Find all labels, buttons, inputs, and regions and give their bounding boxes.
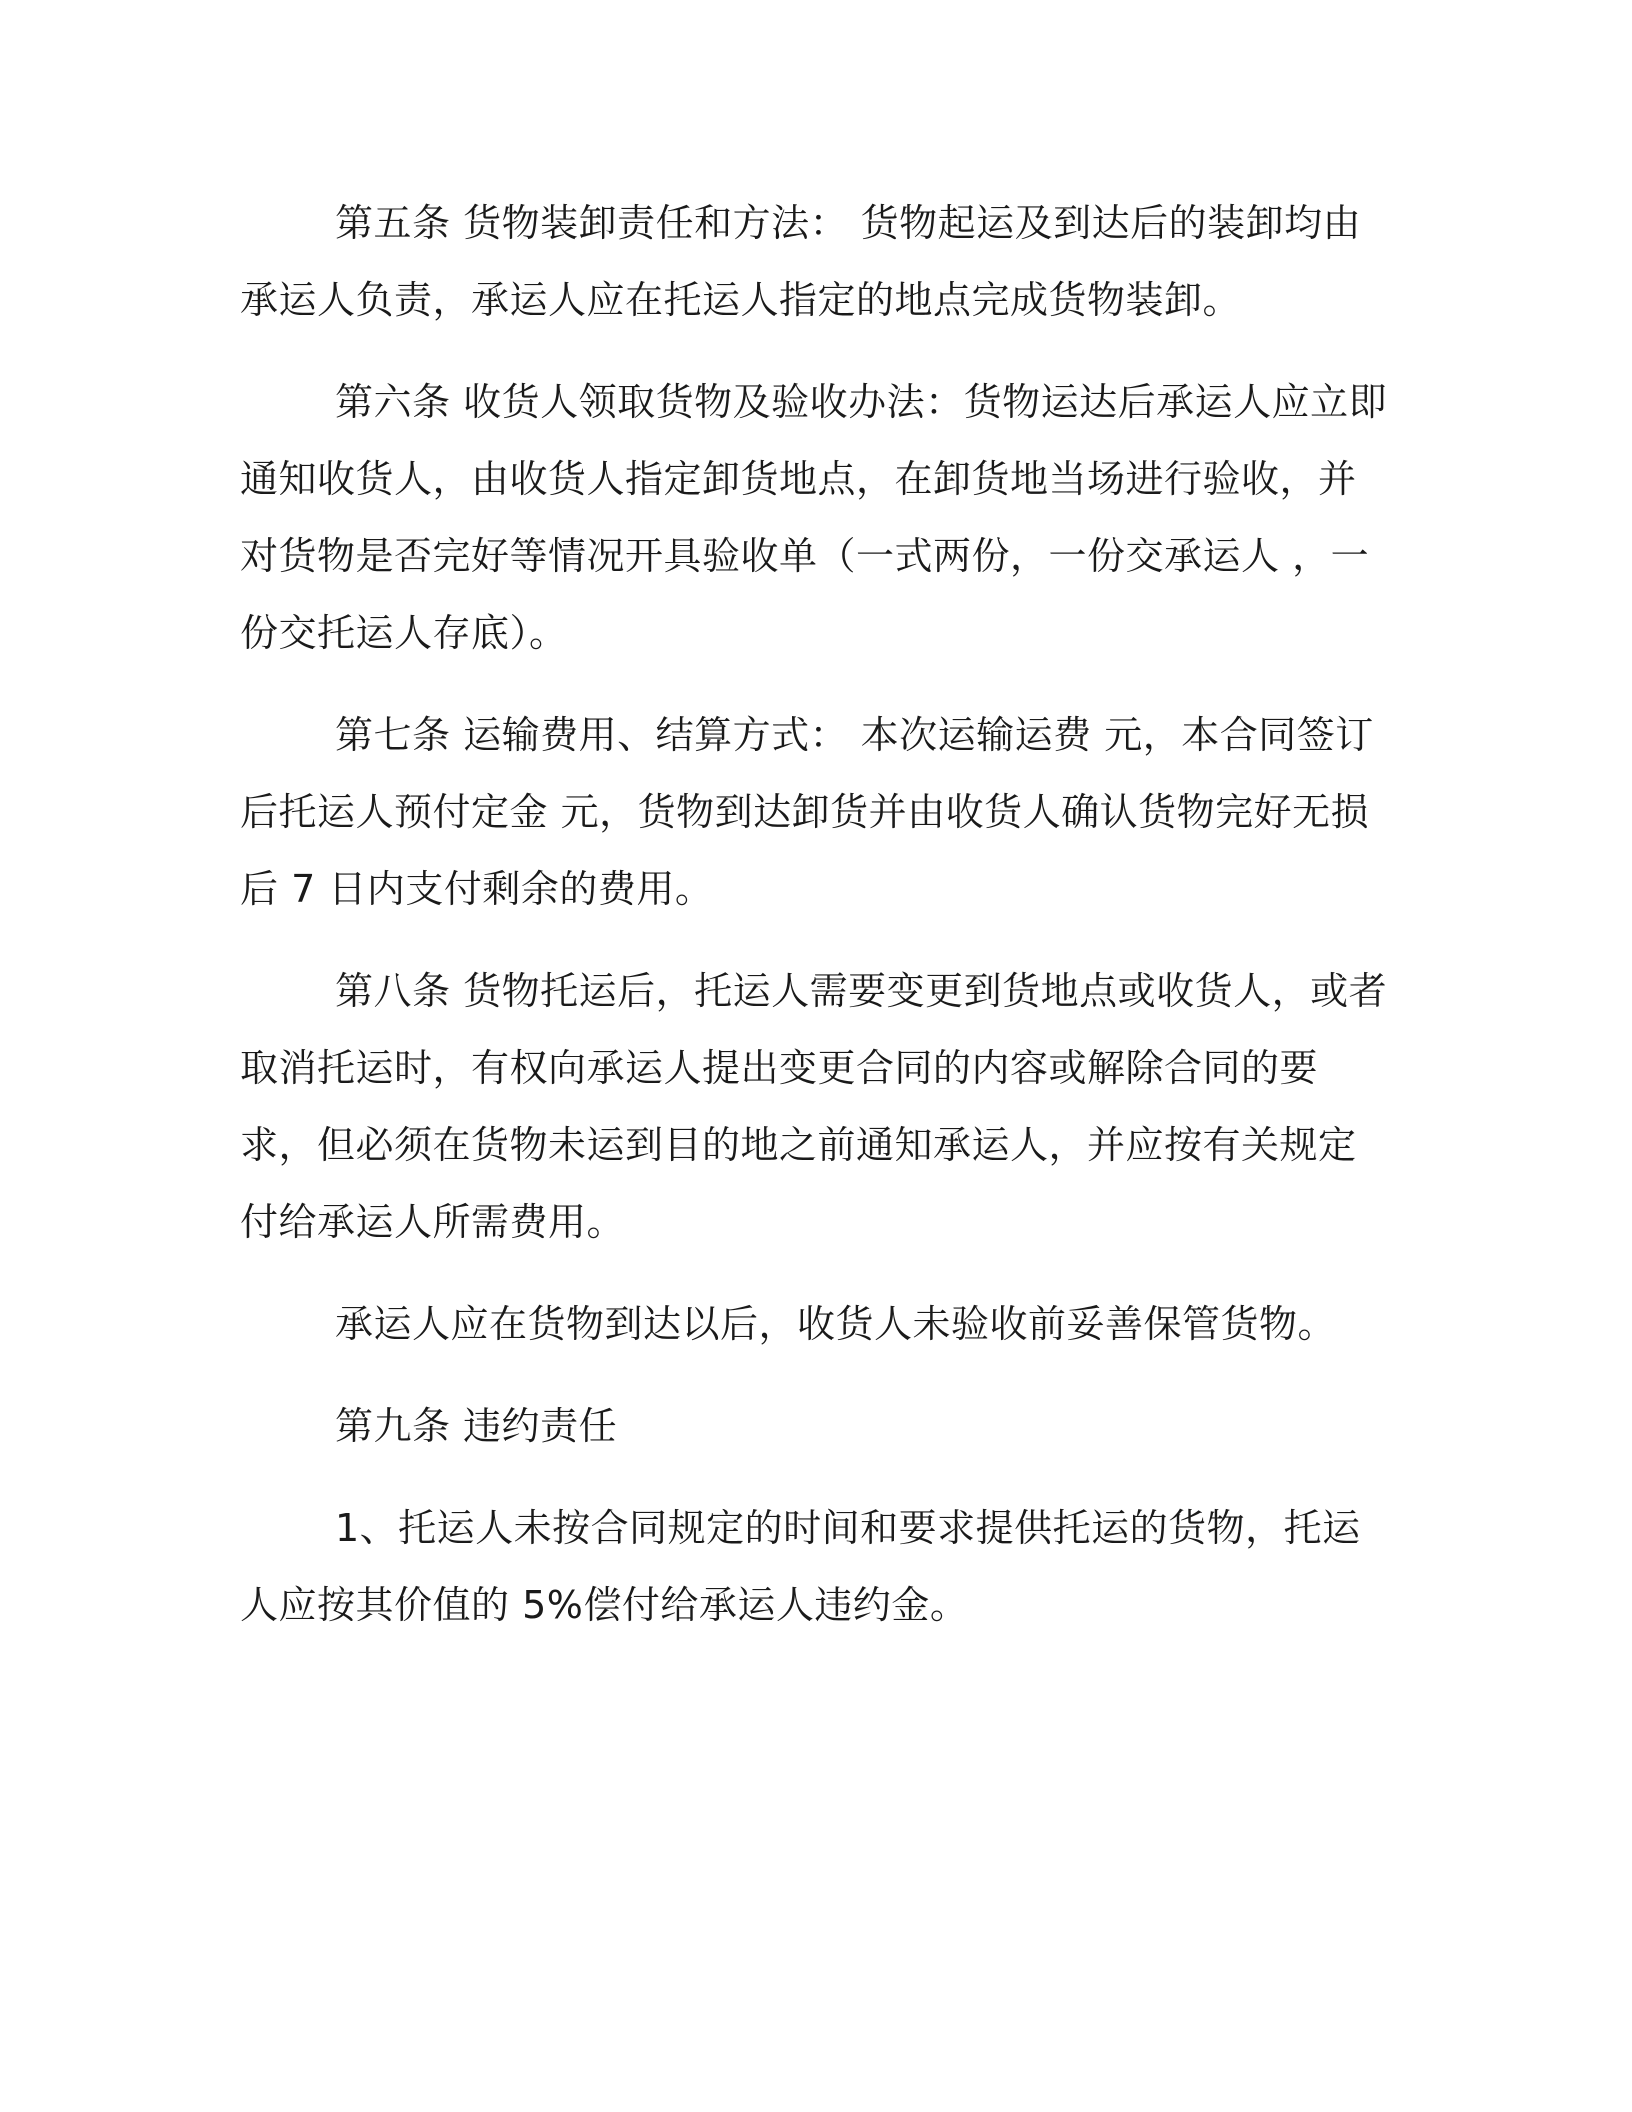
document-body <box>240 185 1390 1669</box>
article-9-heading: 第九条 违约责任 <box>335 1404 618 1448</box>
article-8-paragraph: 第八条 货物托运后，托运人需要变更到货地点或收货人，或者取消托运时，有权向承运人提出变更合同的内容或解除合同的要求，但必须在货物未运到目的地之前通知承运人，并应按有关规定付给承运人所需费用。 <box>240 969 1388 1244</box>
article-6-paragraph: 第六条 收货人领取货物及验收办法：货物运达后承运人应立即通知收货人，由收货人指定卸货地点，在卸货地当场进行验收，并对货物是否完好等情况开具验收单（一式两份，一份交承运人 ，一份交托运人存底）。 <box>240 380 1388 655</box>
article-7-paragraph: 第七条 运输费用、结算方式： 本次运输运费 元，本合同签订后托运人预付定金 元，货物到达卸货并由收货人确认货物完好无损后 7 日内支付剩余的费用。 <box>240 713 1374 911</box>
liability-clause-1-paragraph: 1、托运人未按合同规定的时间和要求提供托运的货物，托运人应按其价值的 5%偿付给承运人违约金。 <box>240 1506 1361 1627</box>
article-5-paragraph: 第五条 货物装卸责任和方法： 货物起运及到达后的装卸均由承运人负责，承运人应在托运人指定的地点完成货物装卸。 <box>240 201 1362 322</box>
carrier-custody-paragraph: 承运人应在货物到达以后，收货人未验收前妥善保管货物。 <box>335 1302 1337 1346</box>
